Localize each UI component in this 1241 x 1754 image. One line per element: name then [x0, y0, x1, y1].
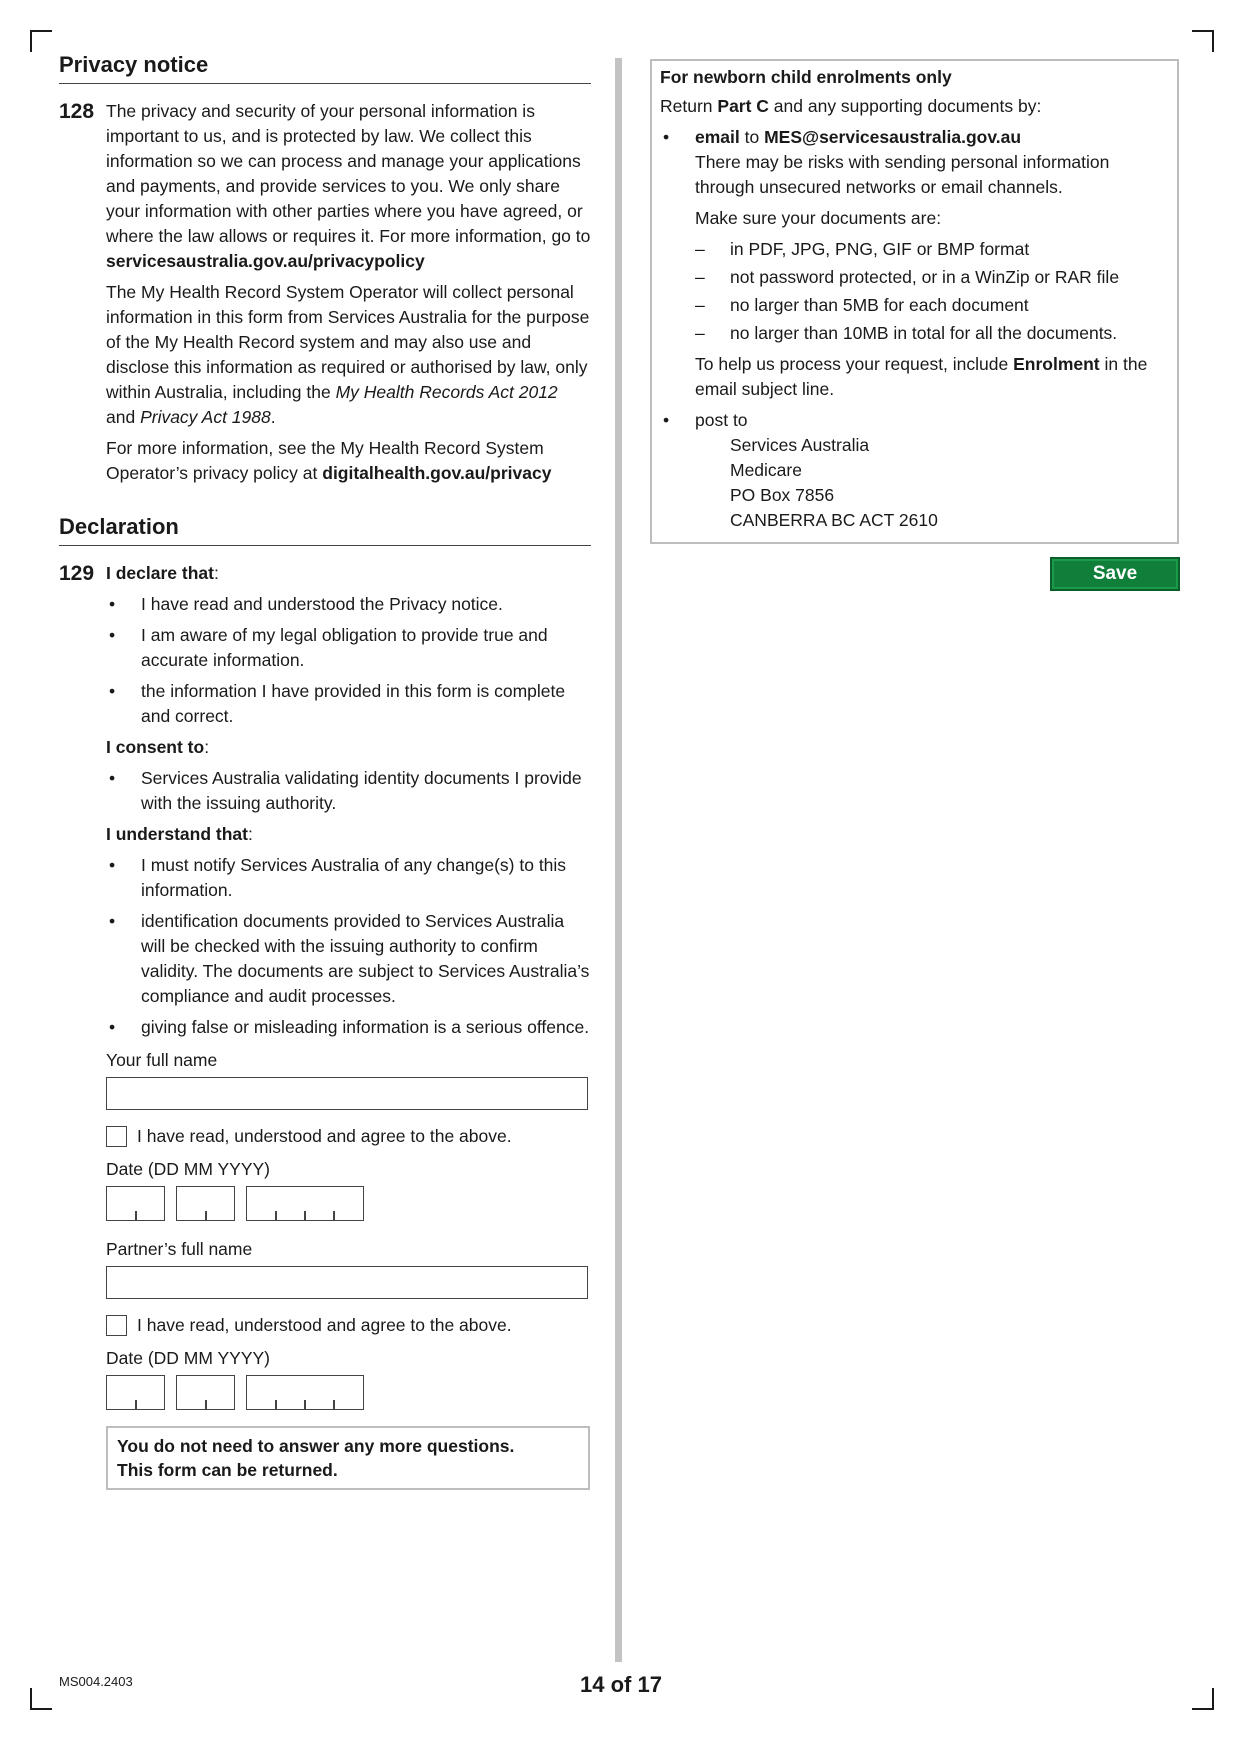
crop-mark-bottom-left — [30, 1688, 52, 1710]
digit-divider — [304, 1211, 306, 1220]
privacy-paragraph-3: For more information, see the My Health Record System Operator’s privacy policy at digitalhealth.gov.au/privacy — [106, 438, 552, 483]
list-item: • I am aware of my legal obligation to provide true and accurate information. — [109, 625, 548, 670]
list-item: • I must notify Services Australia of any change(s) to this information. — [109, 855, 567, 900]
question-number: 129 — [59, 562, 95, 585]
digit-divider — [205, 1211, 207, 1220]
digit-divider — [205, 1400, 207, 1409]
partner-agree-checkbox[interactable] — [106, 1315, 127, 1336]
digit-divider — [304, 1400, 306, 1409]
your-date-month-input[interactable] — [176, 1186, 235, 1221]
digit-divider — [135, 1211, 137, 1220]
declare-heading: I declare that: — [106, 563, 219, 583]
digital-health-link: digitalhealth.gov.au/privacy — [322, 463, 552, 483]
partner-date-label: Date (DD MM YYYY) — [106, 1348, 271, 1368]
understand-list — [106, 853, 591, 1040]
digit-divider — [333, 1211, 335, 1220]
column-divider — [615, 58, 622, 1662]
list-item: – in PDF, JPG, PNG, GIF or BMP format — [695, 239, 1030, 259]
privacy-paragraph-1: The privacy and security of your personal information is important to us, and is protected by law. We collect this information so we can process and manage your applications and payments, and provide services to you. We only share your information with other parties where you have agreed, or where the law allows or requires it. For more information, go to servicesaustralia.gov.au/privacypolicy — [106, 101, 591, 271]
your-date-label: Date (DD MM YYYY) — [106, 1159, 271, 1179]
digit-divider — [275, 1211, 277, 1220]
question-128 — [59, 99, 591, 486]
question-129 — [59, 561, 591, 1490]
privacy-paragraph-2: The My Health Record System Operator will collect personal information in this form from Services Australia for the purpose of the My Health Record system and may also use and disclose this information as required or authorised by law, only within Australia, including the My Health Records Act 2012 and Privacy Act 1988. — [106, 282, 590, 427]
list-item: • I have read and understood the Privacy notice. — [109, 594, 503, 614]
consent-heading: I consent to: — [106, 737, 210, 757]
digit-divider — [275, 1400, 277, 1409]
declare-list — [106, 592, 591, 729]
crop-mark-top-right — [1192, 30, 1214, 52]
partner-date-day-input[interactable] — [106, 1375, 165, 1410]
email-address: MES@servicesaustralia.gov.au — [764, 127, 1022, 147]
newborn-title: For newborn child enrolments only — [660, 67, 952, 87]
your-date-year-input[interactable] — [246, 1186, 364, 1221]
form-complete-notice: You do not need to answer any more questions. This form can be returned. — [106, 1426, 590, 1490]
consent-list — [106, 766, 591, 816]
postal-address: Services Australia Medicare PO Box 7856 CANBERRA BC ACT 2610 — [730, 435, 938, 530]
digit-divider — [135, 1400, 137, 1409]
list-item: – no larger than 5MB for each document — [695, 295, 1029, 315]
partner-date-month-input[interactable] — [176, 1375, 235, 1410]
crop-mark-top-left — [30, 30, 52, 52]
page-number: 14 of 17 — [580, 1672, 662, 1697]
partner-date-field — [106, 1375, 591, 1410]
list-item: • Services Australia validating identity documents I provide with the issuing authority. — [109, 768, 582, 813]
your-agree-checkbox[interactable] — [106, 1126, 127, 1147]
understand-heading: I understand that: — [106, 824, 253, 844]
make-sure-label: Make sure your documents are: — [695, 208, 942, 228]
partner-full-name-label: Partner’s full name — [106, 1239, 253, 1259]
your-full-name-input[interactable] — [106, 1077, 588, 1110]
your-date-field — [106, 1186, 591, 1221]
your-agree-row — [106, 1124, 591, 1149]
your-full-name-label: Your full name — [106, 1050, 218, 1070]
your-agree-label: I have read, understood and agree to the above. — [137, 1126, 512, 1146]
partner-full-name-input[interactable] — [106, 1266, 588, 1299]
partner-agree-row — [106, 1313, 591, 1338]
privacy-policy-link: servicesaustralia.gov.au/privacypolicy — [106, 251, 425, 271]
return-methods-list — [660, 125, 1169, 533]
document-rules-list — [695, 237, 1169, 346]
post-method: • post to Services Australia Medicare PO Box 7856 CANBERRA BC ACT 2610 — [660, 408, 1169, 533]
partner-date-year-input[interactable] — [246, 1375, 364, 1410]
crop-mark-bottom-right — [1192, 1688, 1214, 1710]
return-instructions: Return Part C and any supporting documents by: — [660, 96, 1042, 116]
your-date-day-input[interactable] — [106, 1186, 165, 1221]
save-button[interactable]: Save — [1050, 557, 1180, 591]
privacy-notice-title: Privacy notice — [59, 50, 591, 84]
subject-line-note: To help us process your request, include Enrolment in the email subject line. — [695, 354, 1148, 399]
declaration-title: Declaration — [59, 512, 591, 546]
newborn-enrolment-box — [650, 59, 1179, 544]
left-column — [59, 50, 591, 1490]
list-item: – no larger than 10MB in total for all the documents. — [695, 323, 1118, 343]
email-method: • email to MES@servicesaustralia.gov.au There may be risks with sending personal information through unsecured networks or email channels. Make sure your documents are: – in PDF, JPG, PNG, GIF or BMP format – not password protected, or in a WinZip or RAR file – no larger than 5MB for each document – no larger than 10MB in total for all the documents. To help us process your request, include Enrolment in the email subject line. — [660, 125, 1169, 402]
partner-agree-label: I have read, understood and agree to the above. — [137, 1315, 512, 1335]
digit-divider — [333, 1400, 335, 1409]
question-number: 128 — [59, 100, 95, 123]
list-item: • identification documents provided to Services Australia will be checked with the issuing authority to confirm validity. The documents are subject to Services Australia’s compliance and audit processes. — [109, 911, 590, 1006]
form-code: MS004.2403 — [59, 1674, 133, 1689]
list-item: • giving false or misleading information is a serious offence. — [109, 1017, 590, 1037]
list-item: • the information I have provided in this form is complete and correct. — [109, 681, 566, 726]
list-item: – not password protected, or in a WinZip or RAR file — [695, 267, 1120, 287]
email-risk-note: There may be risks with sending personal information through unsecured networks or email channels. — [695, 152, 1110, 197]
